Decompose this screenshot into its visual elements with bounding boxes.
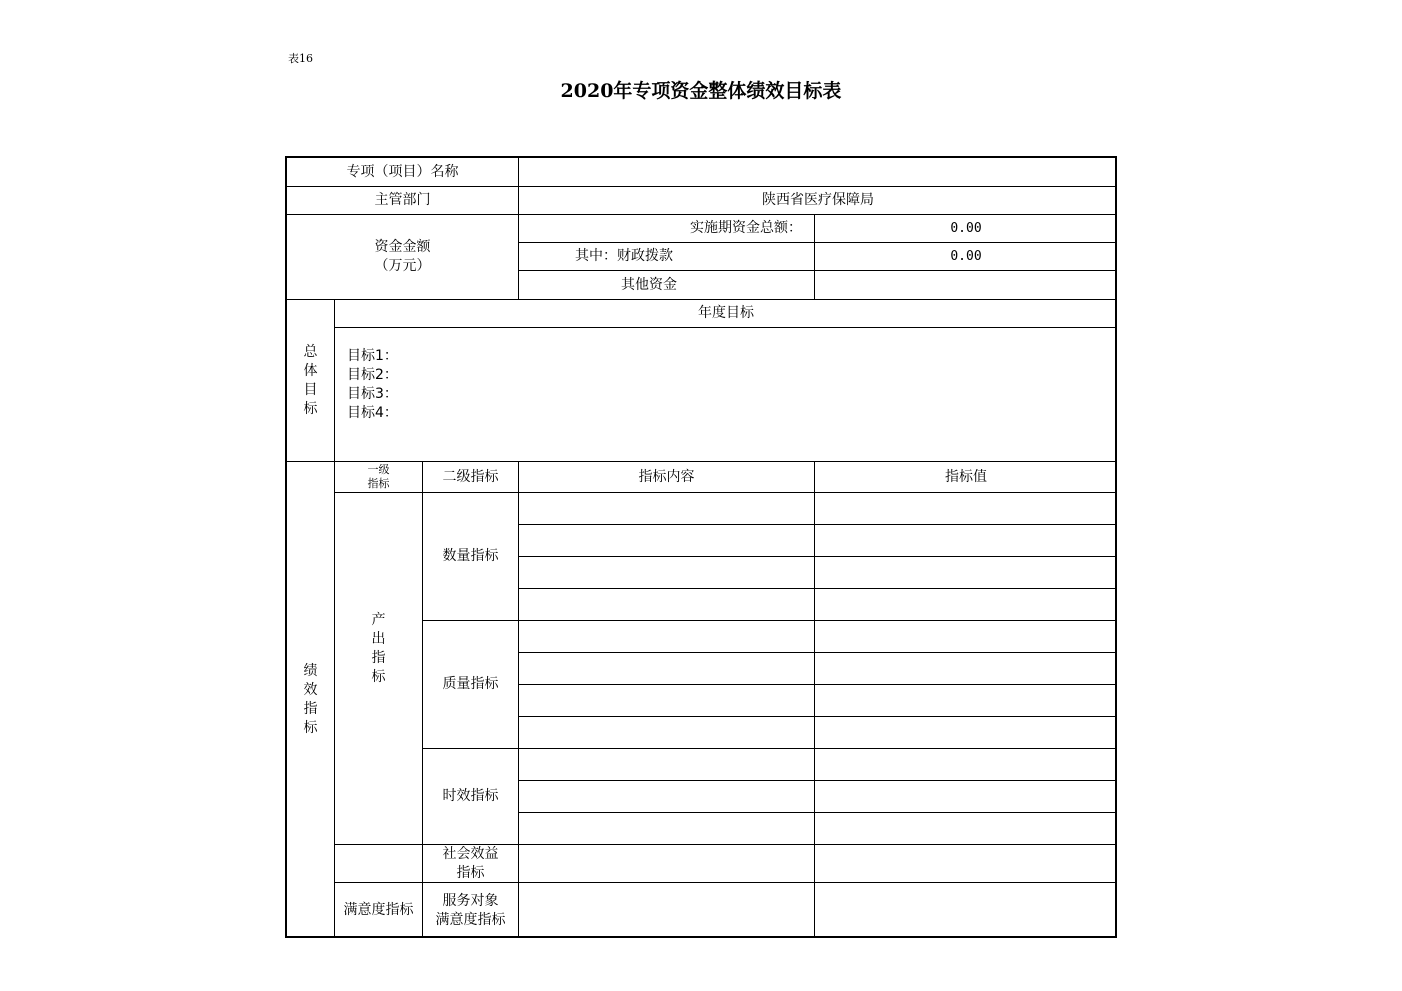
annual-goal-list: [335, 328, 1117, 462]
total-funds-value: 0.00: [815, 215, 1117, 243]
content-cell: [519, 883, 815, 938]
value-cell: [815, 717, 1117, 749]
content-cell: [519, 589, 815, 621]
quality-indicator-label: 质量指标: [423, 621, 519, 749]
overall-goal-label: 总 体 目 标: [287, 300, 335, 462]
fiscal-label: 其中：财政拨款: [519, 243, 815, 271]
goal-2: 目标2：: [347, 367, 398, 383]
content-cell: [519, 653, 815, 685]
value-cell: [815, 685, 1117, 717]
quantity-indicator-label: 数量指标: [423, 493, 519, 621]
total-funds-label: 实施期资金总额：: [519, 215, 815, 243]
funds-label-line2: （万元）: [374, 258, 431, 274]
social-benefit-label: 社会效益 指标: [423, 845, 519, 883]
service-satisfaction-label: 服务对象 满意度指标: [423, 883, 519, 938]
annual-goal-header: 年度目标: [335, 300, 1117, 328]
value-cell: [815, 525, 1117, 557]
goal-3: 目标3：: [347, 386, 398, 402]
value-cell: [815, 883, 1117, 938]
timeliness-indicator-label: 时效指标: [423, 749, 519, 845]
page-title: 2020年专项资金整体绩效目标表: [560, 80, 842, 102]
value-cell: [815, 813, 1117, 845]
satisfaction-indicator-label: 满意度指标: [335, 883, 423, 938]
output-indicator-label: 产 出 指 标: [335, 493, 423, 845]
value-cell: [815, 589, 1117, 621]
goal-1: 目标1：: [347, 348, 398, 364]
content-cell: [519, 621, 815, 653]
fiscal-value: 0.00: [815, 243, 1117, 271]
department-value: 陕西省医疗保障局: [519, 187, 1117, 215]
table-number: 表16: [288, 52, 313, 65]
content-header: 指标内容: [519, 462, 815, 493]
benefit-level1-cell: [335, 845, 423, 883]
project-name-value: [519, 158, 1117, 187]
content-cell: [519, 781, 815, 813]
department-label: 主管部门: [287, 187, 519, 215]
value-cell: [815, 557, 1117, 589]
project-name-label: 专项（项目）名称: [287, 158, 519, 187]
funds-label: [287, 215, 519, 300]
other-funds-value: [815, 271, 1117, 300]
value-cell: [815, 749, 1117, 781]
goal-4: 目标4：: [347, 405, 398, 421]
level2-header: 二级指标: [423, 462, 519, 493]
content-cell: [519, 749, 815, 781]
funds-label-line1: 资金金额: [374, 239, 431, 255]
performance-goal-table: [285, 156, 1117, 938]
value-header: 指标值: [815, 462, 1117, 493]
value-cell: [815, 653, 1117, 685]
value-cell: [815, 621, 1117, 653]
value-cell: [815, 493, 1117, 525]
content-cell: [519, 717, 815, 749]
value-cell: [815, 845, 1117, 883]
content-cell: [519, 557, 815, 589]
content-cell: [519, 525, 815, 557]
content-cell: [519, 813, 815, 845]
content-cell: [519, 493, 815, 525]
other-funds-label: 其他资金: [519, 271, 815, 300]
value-cell: [815, 781, 1117, 813]
content-cell: [519, 845, 815, 883]
level1-header: 一级 指标: [335, 462, 423, 493]
performance-indicator-label: 绩 效 指 标: [287, 462, 335, 938]
content-cell: [519, 685, 815, 717]
